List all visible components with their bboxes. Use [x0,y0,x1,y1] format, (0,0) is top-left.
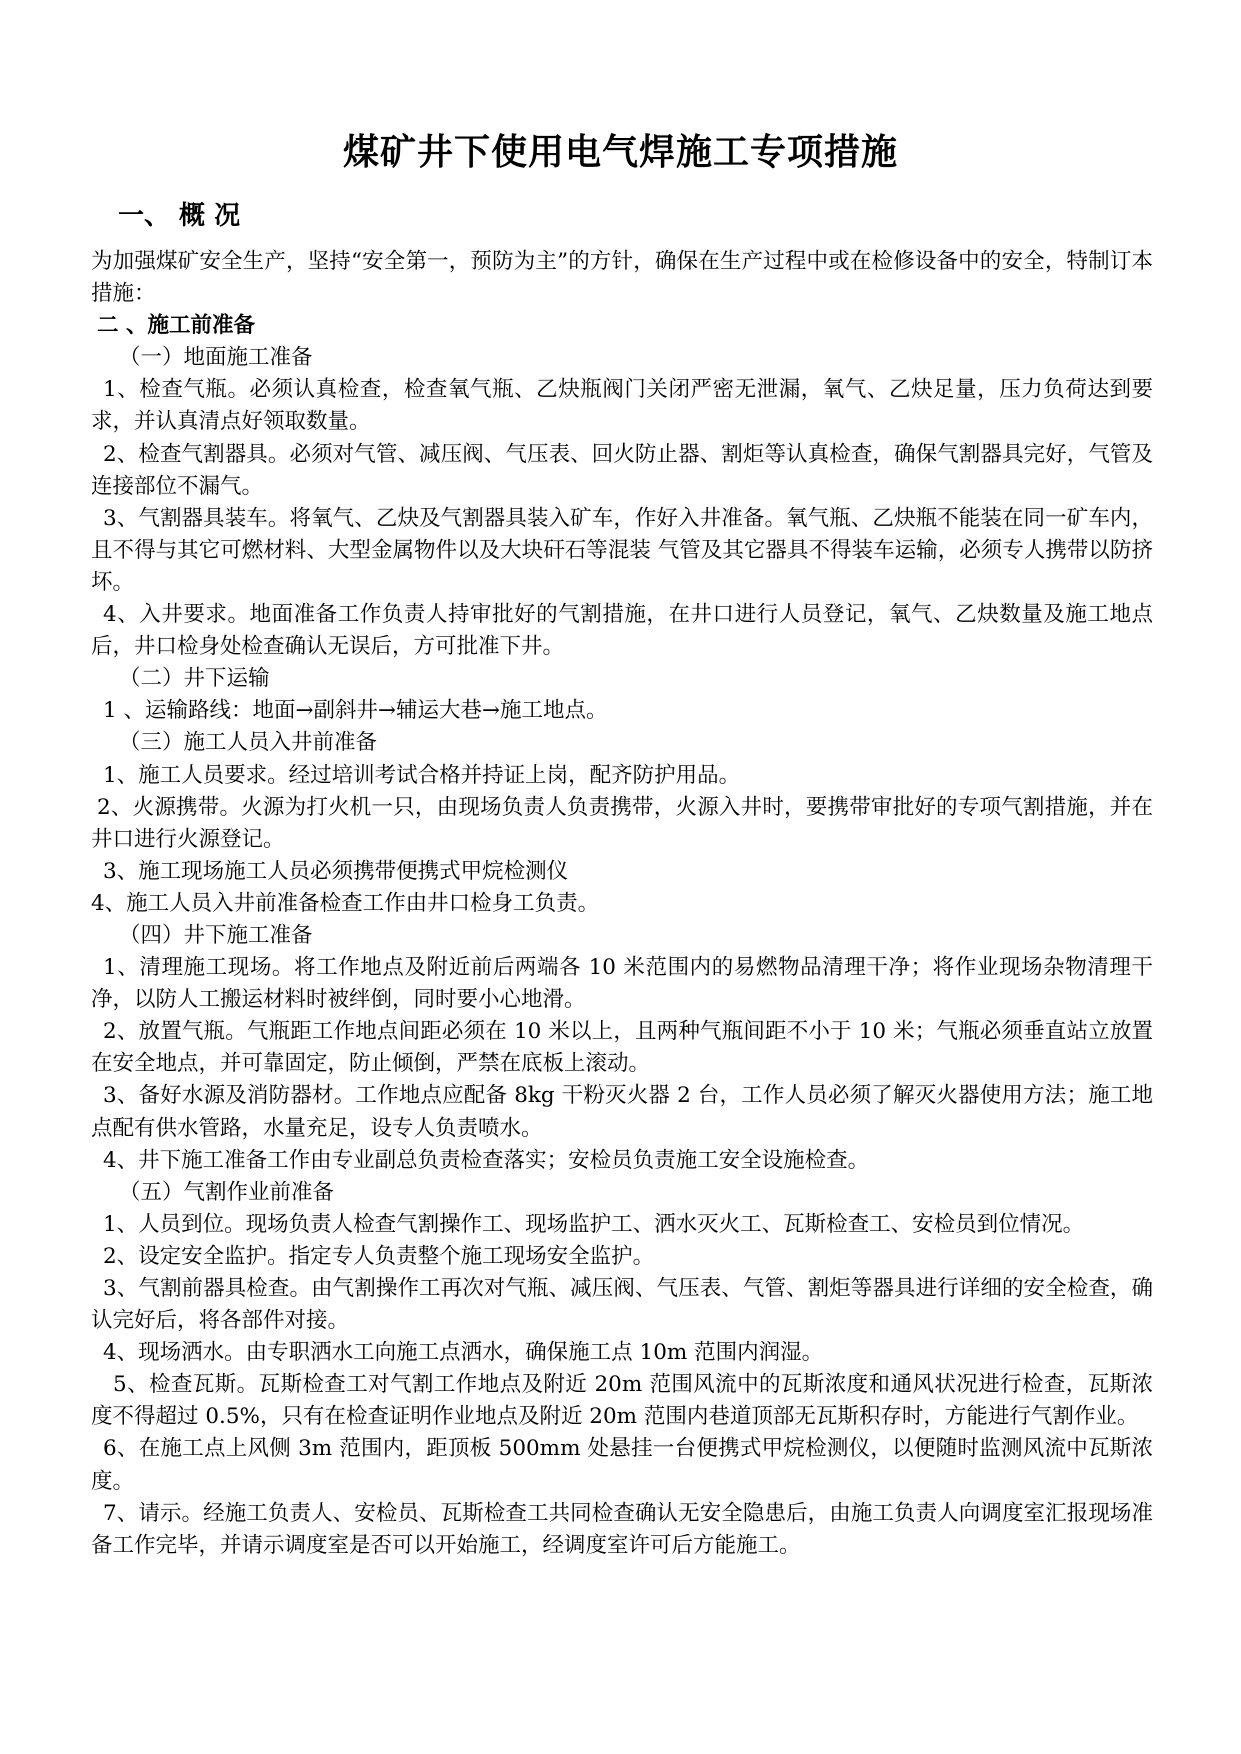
list-item: 4、施工人员入井前准备检查工作由井口检身工负责。 [91,890,600,916]
list-item: 3、施工现场施工人员必须携带便携式甲烷检测仪 [103,858,569,884]
list-item: 4、井下施工准备工作由专业副总负责检查落实；安检员负责施工安全设施检查。 [103,1147,870,1173]
list-item: 2、放置气瓶。气瓶距工作地点间距必须在 10 米以上，且两种气瓶间距不小于 10 米；气瓶必须垂直站立放置在安全地点，并可靠固定，防止倾倒，严禁在底板上滚动。 [91,1019,1153,1077]
subsection-heading: （五）气割作业前准备 [119,1179,335,1205]
list-item: 2、设定安全监护。指定专人负责整个施工现场安全监护。 [103,1243,655,1269]
list-item: 2、检查气割器具。必须对气管、减压阀、气压表、回火防止器、割炬等认真检查，确保气割器具完好，气管及连接部位不漏气。 [91,441,1153,499]
list-item: 1、清理施工现场。将工作地点及附近前后两端各 10 米范围内的易燃物品清理干净；将作业现场杂物清理干净，以防人工搬运材料时被绊倒，同时要小心地滑。 [91,955,1153,1013]
list-item: 6、在施工点上风侧 3m 范围内，距顶板 500mm 处悬挂一台便携式甲烷检测仪，以便随时监测风流中瓦斯浓度。 [91,1436,1153,1494]
list-item: 2、火源携带。火源为打火机一只，由现场负责人负责携带，火源入井时，要携带审批好的专项气割措施，并在井口进行火源登记。 [91,794,1153,852]
subsection-heading: （一）地面施工准备 [119,345,313,371]
document-title: 煤矿井下使用电气焊施工专项措施 [342,131,898,173]
list-item: 3、备好水源及消防器材。工作地点应配备 8kg 干粉灭火器 2 台，工作人员必须了解灭火器使用方法；施工地点配有供水管路，水量充足，设专人负责喷水。 [91,1083,1153,1141]
intro-paragraph: 为加强煤矿安全生产，坚持“安全第一，预防为主”的方针，确保在生产过程中或在检修设备中的安全，特制订本措施： [91,249,1153,307]
document-body [91,246,1153,1562]
list-item: 1 、运输路线：地面→副斜井→辅运大巷→施工地点。 [103,698,608,724]
list-item: 1、检查气瓶。必须认真检查，检查氧气瓶、乙炔瓶阀门关闭严密无泄漏，氧气、乙炔足量，压力负荷达到要求，并认真清点好领取数量。 [91,377,1153,435]
list-item: 3、气割器具装车。将氧气、乙炔及气割器具装入矿车，作好入井准备。氧气瓶、乙炔瓶不能装在同一矿车内，且不得与其它可燃材料、大型金属物件以及大块矸石等混装 气管及其它器具不得装车运输，必须专人携带以防挤坏。 [91,505,1153,595]
section-heading-overview: 一、 概 况 [118,201,241,231]
list-item: 5、检查瓦斯。瓦斯检查工对气割工作地点及附近 20m 范围风流中的瓦斯浓度和通风状况进行检查，瓦斯浓度不得超过 0.5%，只有在检查证明作业地点及附近 20m 范围内巷道顶部无瓦斯积存时，方能进行气割作业。 [91,1372,1153,1430]
list-item: 3、气割前器具检查。由气割操作工再次对气瓶、减压阀、气压表、气管、割炬等器具进行详细的安全检查，确认完好后，将各部件对接。 [91,1276,1153,1334]
list-item: 4、入井要求。地面准备工作负责人持审批好的气割措施，在井口进行人员登记，氧气、乙炔数量及施工地点后，井口检身处检查确认无误后，方可批准下井。 [91,602,1153,660]
list-item: 7、请示。经施工负责人、安检员、瓦斯检查工共同检查确认无安全隐患后，由施工负责人向调度室汇报现场准备工作完毕，并请示调度室是否可以开始施工，经调度室许可后方能施工。 [91,1500,1153,1558]
subsection-heading: （三）施工人员入井前准备 [119,730,378,756]
section-heading-preparation: 二 、施工前准备 [97,313,255,339]
list-item: 1、施工人员要求。经过培训考试合格并持证上岗，配齐防护用品。 [103,762,741,788]
subsection-heading: （四）井下施工准备 [119,922,313,948]
list-item: 4、现场洒水。由专职洒水工向施工点洒水，确保施工点 10m 范围内润湿。 [103,1340,824,1366]
list-item: 1、人员到位。现场负责人检查气割操作工、现场监护工、洒水灭火工、瓦斯检查工、安检员到位情况。 [103,1211,1085,1237]
subsection-heading: （二）井下运输 [119,666,270,692]
